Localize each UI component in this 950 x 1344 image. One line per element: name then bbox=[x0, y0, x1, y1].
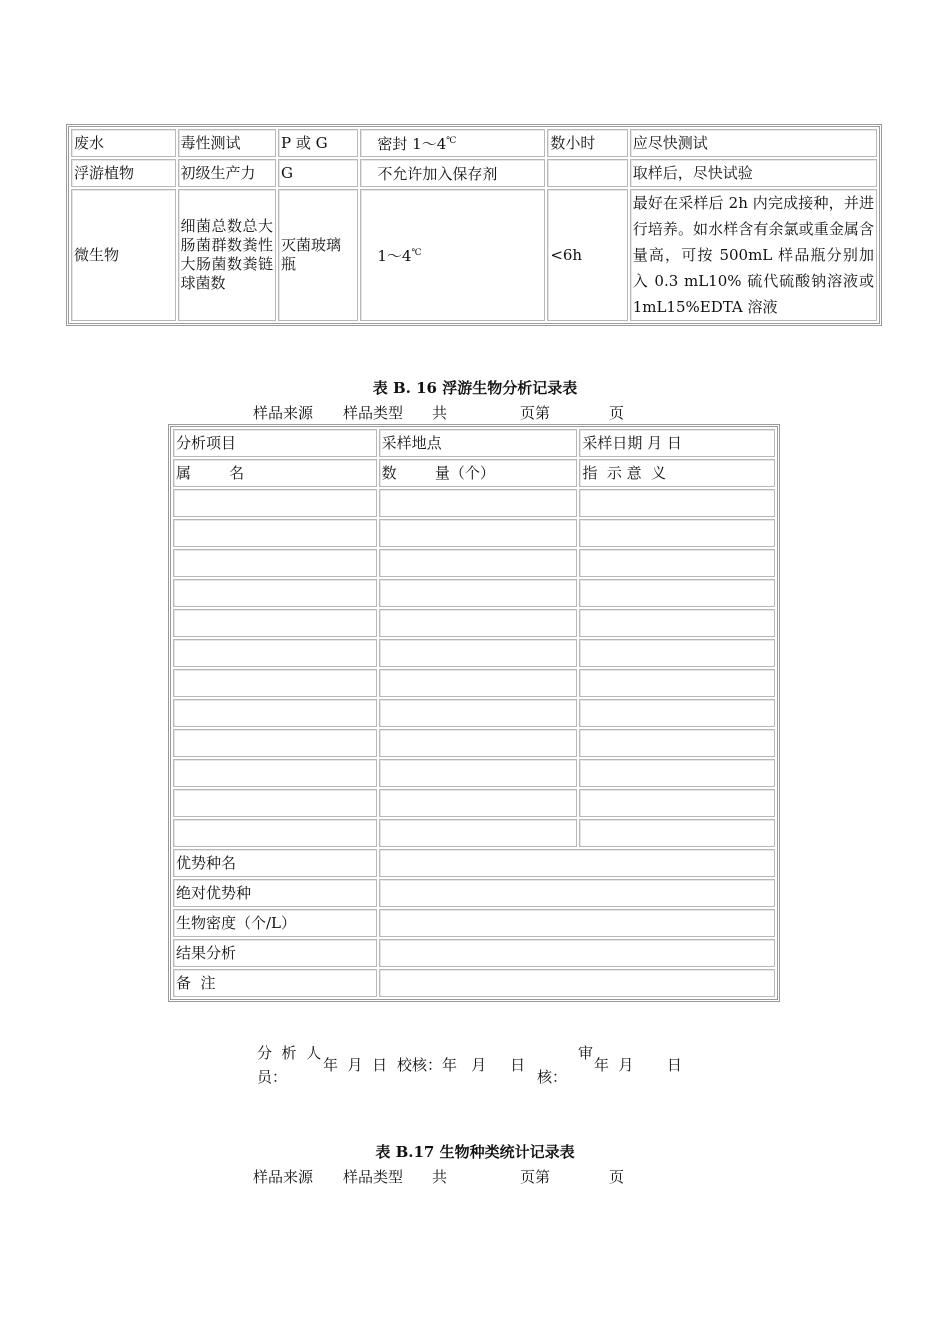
sampling-site-header: 采样地点 bbox=[379, 429, 578, 457]
page-of-label: 页第 bbox=[520, 1168, 551, 1186]
table-row bbox=[173, 669, 775, 697]
checker-label: 校核：年 月 日 bbox=[397, 1056, 526, 1074]
input-cell[interactable] bbox=[173, 699, 377, 727]
table-row bbox=[173, 789, 775, 817]
input-cell[interactable] bbox=[379, 789, 578, 817]
input-cell[interactable] bbox=[379, 549, 578, 577]
summary-row bbox=[173, 879, 775, 907]
density-label: 生物密度（个/L） bbox=[173, 909, 377, 937]
input-cell[interactable] bbox=[579, 699, 775, 727]
input-cell[interactable] bbox=[579, 669, 775, 697]
input-cell[interactable] bbox=[173, 489, 377, 517]
unit-text: ℃ bbox=[411, 248, 422, 258]
meaning-header: 指 示 意 义 bbox=[579, 459, 775, 487]
input-cell[interactable] bbox=[173, 579, 377, 607]
sample-source-label: 样品来源 bbox=[253, 1168, 314, 1186]
result-analysis-label: 结果分析 bbox=[173, 939, 377, 967]
table-row bbox=[173, 549, 775, 577]
cell: 数小时 bbox=[547, 129, 627, 157]
plankton-analysis-table bbox=[168, 424, 780, 1002]
page-label: 页 bbox=[609, 404, 625, 422]
cell: 灭菌玻璃瓶 bbox=[278, 189, 358, 321]
cell bbox=[360, 129, 545, 157]
count-header: 数 量（个） bbox=[379, 459, 578, 487]
dominant-species-label: 优势种名 bbox=[173, 849, 377, 877]
table-row bbox=[71, 159, 877, 187]
input-cell[interactable] bbox=[379, 699, 578, 727]
sample-type-label: 样品类型 bbox=[343, 404, 404, 422]
input-cell[interactable] bbox=[579, 549, 775, 577]
table-row bbox=[173, 519, 775, 547]
table-row bbox=[71, 129, 877, 157]
table-row bbox=[173, 759, 775, 787]
reviewer-label: 审 bbox=[578, 1044, 594, 1062]
reviewer-date: 年 月 日 bbox=[594, 1056, 682, 1074]
sample-type-label: 样品类型 bbox=[343, 1168, 404, 1186]
cell: 浮游植物 bbox=[71, 159, 176, 187]
input-cell[interactable] bbox=[379, 969, 775, 997]
sample-preservation-table bbox=[66, 124, 882, 326]
input-cell[interactable] bbox=[173, 819, 377, 847]
input-cell[interactable] bbox=[579, 489, 775, 517]
cell: 应尽快测试 bbox=[630, 129, 877, 157]
input-cell[interactable] bbox=[173, 609, 377, 637]
cell: <6h bbox=[547, 189, 627, 321]
cell: 取样后，尽快试验 bbox=[630, 159, 877, 187]
input-cell[interactable] bbox=[173, 639, 377, 667]
cell-text: 1～4 bbox=[377, 247, 412, 265]
cell: 毒性测试 bbox=[178, 129, 276, 157]
input-cell[interactable] bbox=[173, 669, 377, 697]
genus-header: 属 名 bbox=[173, 459, 377, 487]
input-cell[interactable] bbox=[379, 579, 578, 607]
input-cell[interactable] bbox=[173, 549, 377, 577]
table-row bbox=[173, 699, 775, 727]
input-cell[interactable] bbox=[173, 759, 377, 787]
input-cell[interactable] bbox=[579, 519, 775, 547]
input-cell[interactable] bbox=[579, 579, 775, 607]
cell: 微生物 bbox=[71, 189, 176, 321]
table-row bbox=[71, 189, 877, 321]
reviewer-label-cont: 核： bbox=[537, 1068, 568, 1086]
input-cell[interactable] bbox=[379, 909, 775, 937]
input-cell[interactable] bbox=[579, 639, 775, 667]
cell: P 或 G bbox=[278, 129, 358, 157]
analyst-label-cont: 员： bbox=[257, 1068, 288, 1086]
sample-source-label: 样品来源 bbox=[253, 404, 314, 422]
input-cell[interactable] bbox=[579, 609, 775, 637]
table-b16-title: 表 B. 16 浮游生物分析记录表 bbox=[372, 379, 578, 397]
table-row bbox=[173, 819, 775, 847]
input-cell[interactable] bbox=[379, 489, 578, 517]
input-cell[interactable] bbox=[379, 939, 775, 967]
header-row bbox=[173, 459, 775, 487]
input-cell[interactable] bbox=[579, 729, 775, 757]
input-cell[interactable] bbox=[379, 519, 578, 547]
absolute-dominant-label: 绝对优势种 bbox=[173, 879, 377, 907]
input-cell[interactable] bbox=[379, 879, 775, 907]
summary-row bbox=[173, 909, 775, 937]
input-cell[interactable] bbox=[379, 849, 775, 877]
analyst-label: 分 析 人 bbox=[257, 1044, 322, 1062]
input-cell[interactable] bbox=[379, 819, 578, 847]
total-label: 共 bbox=[432, 1168, 448, 1186]
cell: 初级生产力 bbox=[178, 159, 276, 187]
summary-row bbox=[173, 969, 775, 997]
page-label: 页 bbox=[609, 1168, 625, 1186]
table-row bbox=[173, 729, 775, 757]
cell bbox=[547, 159, 627, 187]
input-cell[interactable] bbox=[579, 819, 775, 847]
table-row bbox=[173, 489, 775, 517]
input-cell[interactable] bbox=[173, 789, 377, 817]
input-cell[interactable] bbox=[379, 759, 578, 787]
unit-text: ℃ bbox=[446, 136, 457, 146]
remarks-label: 备 注 bbox=[173, 969, 377, 997]
input-cell[interactable] bbox=[173, 729, 377, 757]
sampling-date-header: 采样日期 月 日 bbox=[579, 429, 775, 457]
input-cell[interactable] bbox=[379, 639, 578, 667]
cell bbox=[360, 189, 545, 321]
cell: 最好在采样后 2h 内完成接种，并进行培养。如水样含有余氯或重金属含量高，可按 500mL 样品瓶分别加入 0.3 mL10% 硫代硫酸钠溶液或 1mL15%EDTA 溶液 bbox=[630, 189, 877, 321]
cell bbox=[360, 159, 545, 187]
table-row bbox=[173, 639, 775, 667]
input-cell[interactable] bbox=[379, 729, 578, 757]
cell-text: 密封 1～4 bbox=[377, 135, 447, 153]
summary-row bbox=[173, 939, 775, 967]
input-cell[interactable] bbox=[173, 519, 377, 547]
table-row bbox=[173, 609, 775, 637]
header-row bbox=[173, 429, 775, 457]
input-cell[interactable] bbox=[379, 609, 578, 637]
summary-row bbox=[173, 849, 775, 877]
page-of-label: 页第 bbox=[520, 404, 551, 422]
cell: 废水 bbox=[71, 129, 176, 157]
input-cell[interactable] bbox=[379, 669, 578, 697]
cell-text: 不允许加入保存剂 bbox=[377, 165, 498, 183]
input-cell[interactable] bbox=[579, 759, 775, 787]
total-label: 共 bbox=[432, 404, 448, 422]
table-row bbox=[173, 579, 775, 607]
cell: 细菌总数总大肠菌群数粪性大肠菌数粪链球菌数 bbox=[178, 189, 276, 321]
cell: G bbox=[278, 159, 358, 187]
table-b17-title: 表 B.17 生物种类统计记录表 bbox=[375, 1143, 575, 1161]
input-cell[interactable] bbox=[579, 789, 775, 817]
analyst-date: 年 月 日 bbox=[323, 1056, 388, 1074]
analysis-item-header: 分析项目 bbox=[173, 429, 377, 457]
